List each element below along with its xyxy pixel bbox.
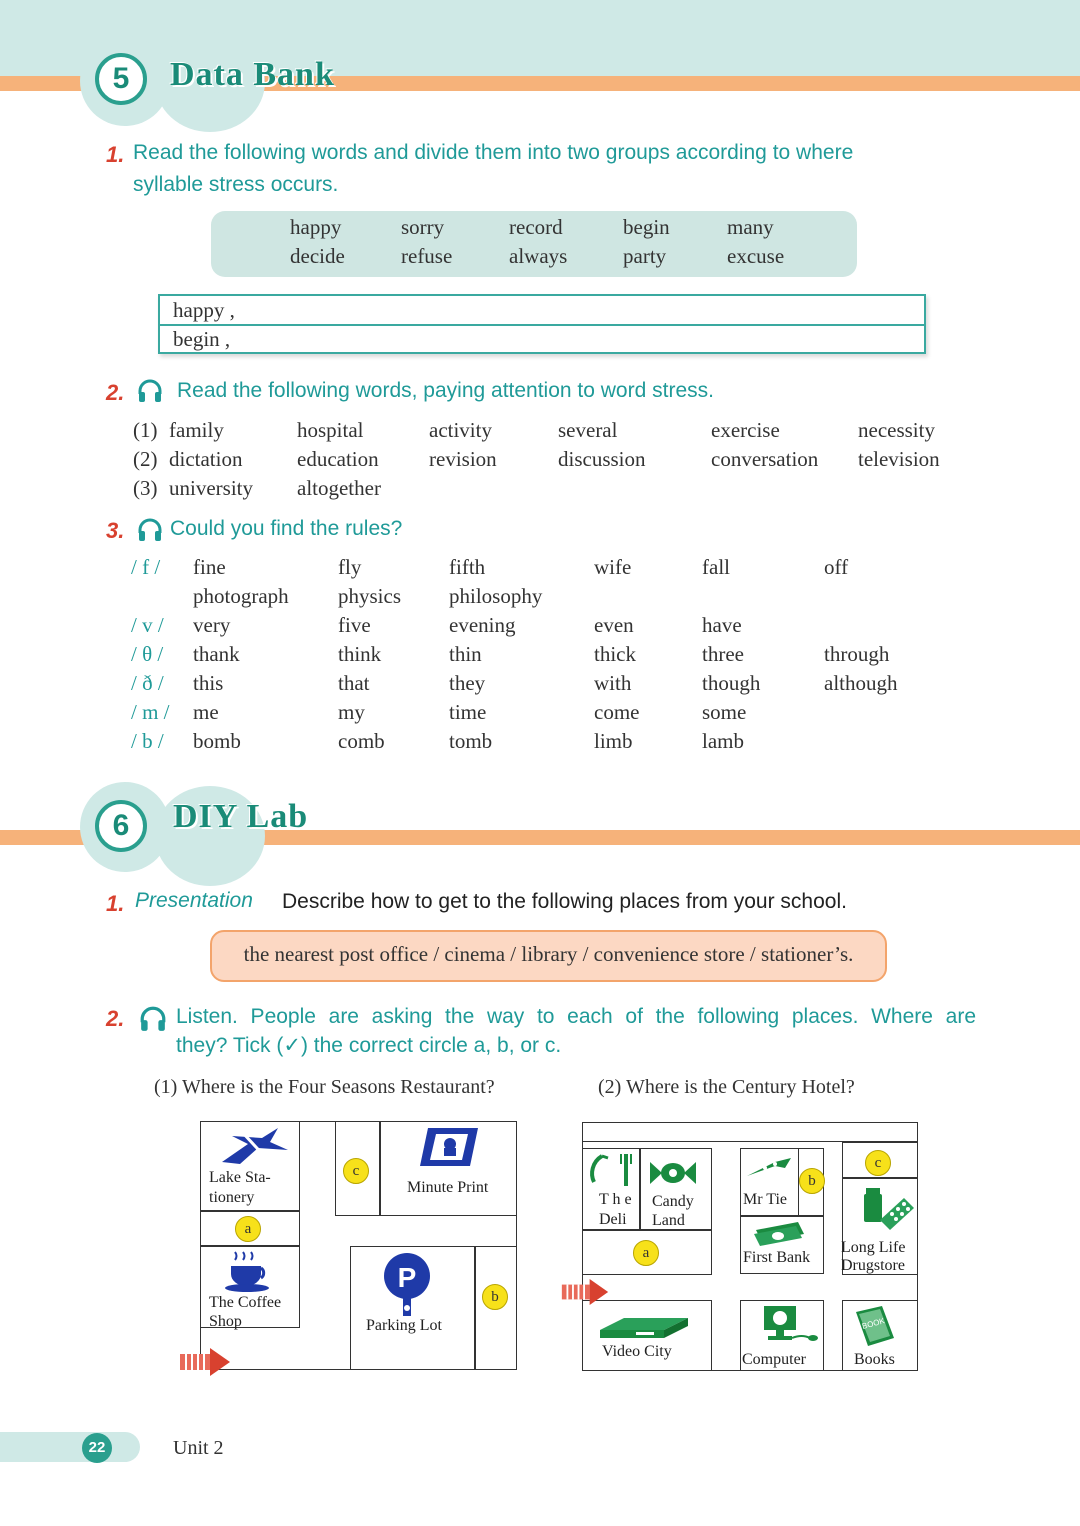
map2-label-video: Video City xyxy=(602,1343,672,1360)
diy-q1-label: Presentation xyxy=(135,889,253,912)
map2-label-deli-2: Deli xyxy=(599,1211,627,1228)
candy-icon xyxy=(648,1158,698,1188)
q2-word: conversation xyxy=(711,447,819,471)
map2-label-books: Books xyxy=(854,1351,895,1368)
q3-word: time xyxy=(449,700,487,724)
q3-word: three xyxy=(702,642,744,666)
q1-word: excuse xyxy=(727,244,785,268)
page-number: 22 xyxy=(82,1433,112,1463)
q2-row-label: (1) xyxy=(133,418,158,442)
q2-word: altogether xyxy=(297,476,381,500)
unit-label: Unit 2 xyxy=(173,1437,224,1459)
q3-word: bomb xyxy=(193,729,241,753)
diy-q1-number: 1. xyxy=(106,891,125,916)
q3-word: fall xyxy=(702,555,730,579)
svg-text:BOOK: BOOK xyxy=(861,1316,886,1331)
map2-label-computer: Computer xyxy=(742,1351,806,1368)
q3-word: fine xyxy=(193,555,226,579)
money-icon xyxy=(752,1220,808,1246)
parking-icon xyxy=(380,1252,434,1318)
section5-title: Data Bank xyxy=(170,56,335,93)
q2-word: dictation xyxy=(169,447,243,471)
q1-word: sorry xyxy=(401,215,445,239)
map1-circle-a[interactable]: a xyxy=(235,1216,261,1242)
map2-circle-a[interactable]: a xyxy=(633,1240,659,1266)
map1-question: (1) Where is the Four Seasons Restaurant? xyxy=(154,1076,495,1098)
start-arrow-icon xyxy=(560,1276,610,1308)
map2-label-bank: First Bank xyxy=(743,1249,811,1266)
map2-label-candy-2: Land xyxy=(652,1212,685,1229)
diy-q1-text: Describe how to get to the following places from your school. xyxy=(282,890,847,913)
q3-word: tomb xyxy=(449,729,493,753)
map2 xyxy=(560,1118,925,1378)
deli-icon xyxy=(588,1152,636,1188)
q2-text: Read the following words, paying attention to word stress. xyxy=(177,379,714,402)
q3-word: limb xyxy=(594,729,633,753)
map2-circle-c[interactable]: c xyxy=(865,1150,891,1176)
q3-word: photograph xyxy=(193,584,289,608)
q1-answer-row1[interactable]: happy , xyxy=(173,298,235,322)
tie-icon xyxy=(745,1154,793,1180)
map1-label-parking: Parking Lot xyxy=(366,1317,442,1334)
q2-word: discussion xyxy=(558,447,646,471)
q3-word: philosophy xyxy=(449,584,543,608)
map2-label-mrtie: Mr Tie xyxy=(743,1191,788,1208)
section5-number: 5 xyxy=(95,53,147,105)
q2-word: hospital xyxy=(297,418,364,442)
map2-label-longlife: Long Life xyxy=(841,1239,906,1256)
map2-question: (2) Where is the Century Hotel? xyxy=(598,1076,855,1098)
headphones-icon xyxy=(139,1005,167,1033)
q1-word: record xyxy=(509,215,563,239)
q1-word: many xyxy=(727,215,774,239)
q3-word: lamb xyxy=(702,729,744,753)
diy-q2-text-line1: Listen. People are asking the way to each of the following places. Where are xyxy=(176,1005,976,1028)
svg-text:P: P xyxy=(397,1262,417,1293)
map2-label-deli: T h e xyxy=(599,1191,632,1208)
q3-word: though xyxy=(702,671,761,695)
headphones-icon xyxy=(137,517,163,543)
q3-word: wife xyxy=(594,555,632,579)
q3-word: with xyxy=(594,671,632,695)
q2-word: several xyxy=(558,418,618,442)
map1-label-lake-2: tionery xyxy=(209,1189,255,1206)
q3-sound: / ð / xyxy=(131,671,164,695)
q3-word: that xyxy=(338,671,370,695)
map2-circle-b[interactable]: b xyxy=(799,1168,825,1194)
print-icon xyxy=(418,1126,480,1168)
section6-number: 6 xyxy=(95,800,147,852)
q1-answer-divider xyxy=(160,324,924,326)
q3-word: they xyxy=(449,671,486,695)
diy-q2-number: 2. xyxy=(106,1006,125,1031)
q3-word: physics xyxy=(338,584,401,608)
stationery-icon xyxy=(218,1126,290,1166)
map1-label-lake: Lake Sta- xyxy=(209,1169,271,1186)
q1-number: 1. xyxy=(106,142,125,167)
q1-word: begin xyxy=(623,215,670,239)
map1 xyxy=(178,1118,523,1378)
q3-word: comb xyxy=(338,729,385,753)
q3-word: although xyxy=(824,671,898,695)
q3-sound: / m / xyxy=(131,700,170,724)
map1-circle-b[interactable]: b xyxy=(482,1284,508,1310)
q3-word: even xyxy=(594,613,634,637)
q3-word: come xyxy=(594,700,640,724)
q3-word: off xyxy=(824,555,849,579)
q2-row-label: (2) xyxy=(133,447,158,471)
q3-number: 3. xyxy=(106,518,125,543)
computer-icon xyxy=(758,1304,820,1344)
q3-word: thin xyxy=(449,642,482,666)
q2-word: family xyxy=(169,418,224,442)
q2-word: revision xyxy=(429,447,497,471)
q3-word: me xyxy=(193,700,219,724)
q1-word: always xyxy=(509,244,568,268)
q3-word: thank xyxy=(193,642,240,666)
map1-label-coffee: The Coffee xyxy=(209,1294,282,1311)
q3-word: my xyxy=(338,700,365,724)
footer-band xyxy=(0,1432,140,1462)
q3-word: have xyxy=(702,613,742,637)
book-icon xyxy=(852,1304,898,1348)
q2-word: necessity xyxy=(858,418,935,442)
q1-answer-row2[interactable]: begin , xyxy=(173,327,231,351)
q3-word: thick xyxy=(594,642,636,666)
q3-text: Could you find the rules? xyxy=(170,517,403,540)
start-arrow-icon xyxy=(178,1346,232,1378)
q3-word: this xyxy=(193,671,224,695)
map2-label-candy: Candy xyxy=(652,1193,694,1210)
video-player-icon xyxy=(596,1308,692,1340)
q3-word: five xyxy=(338,613,371,637)
q3-word: fly xyxy=(338,555,362,579)
q3-word: very xyxy=(193,613,231,637)
q3-word: some xyxy=(702,700,747,724)
map1-label-minute: Minute Print xyxy=(407,1179,489,1196)
q3-word: through xyxy=(824,642,890,666)
q3-word: fifth xyxy=(449,555,486,579)
q1-word: refuse xyxy=(401,244,453,268)
q2-word: activity xyxy=(429,418,492,442)
medicine-icon xyxy=(860,1184,916,1234)
q3-sound: / v / xyxy=(131,613,164,637)
q3-word: think xyxy=(338,642,382,666)
map2-label-longlife-2: Drugstore xyxy=(841,1257,905,1274)
coffee-cup-icon xyxy=(223,1250,275,1294)
q1-word: decide xyxy=(290,244,345,268)
section6-title: DIY Lab xyxy=(173,798,309,835)
q3-word: evening xyxy=(449,613,516,637)
q1-word: happy xyxy=(290,215,342,239)
q1-text-line2: syllable stress occurs. xyxy=(133,173,339,196)
q2-word: exercise xyxy=(711,418,780,442)
q3-sound: / θ / xyxy=(131,642,164,666)
q2-row-label: (3) xyxy=(133,476,158,500)
q1-text-line1: Read the following words and divide them into two groups according to where xyxy=(133,141,854,164)
q3-sound: / b / xyxy=(131,729,164,753)
diy-q2-text-line2: they? Tick (✓) the correct circle a, b, or c. xyxy=(176,1034,562,1057)
diy-q1-places: the nearest post office / cinema / library / convenience store / stationer’s. xyxy=(243,942,854,966)
q2-word: university xyxy=(169,476,253,500)
map1-label-coffee-2: Shop xyxy=(209,1313,242,1330)
q2-number: 2. xyxy=(106,380,125,405)
q2-word: education xyxy=(297,447,379,471)
headphones-icon xyxy=(137,378,163,404)
map1-circle-c[interactable]: c xyxy=(343,1158,369,1184)
q1-word: party xyxy=(623,244,667,268)
q3-sound: / f / xyxy=(131,555,161,579)
q2-word: television xyxy=(858,447,940,471)
